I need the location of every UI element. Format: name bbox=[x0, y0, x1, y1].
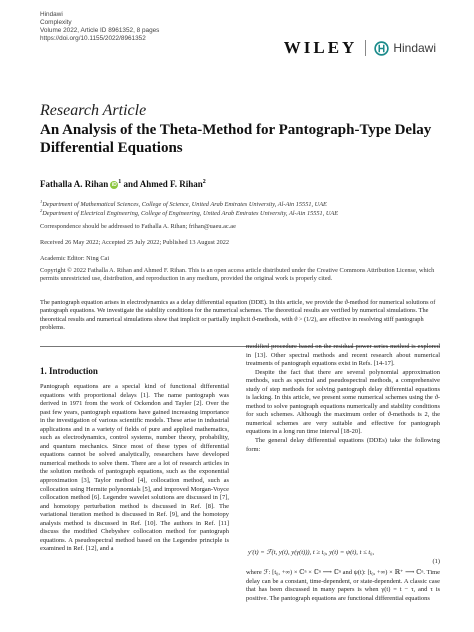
equation-1-number: (1) bbox=[432, 558, 440, 565]
copyright-notice: Copyright © 2022 Fathalla A. Rihan and Ahmed F. Rihan. This is an open access article distributed under the Creative Commons Attribution License, which permits unrestricted use, distribution, and reproduction in any medium, provided the original work is properly cited. bbox=[40, 267, 435, 283]
author-1-name: Fathalla A. Rihan bbox=[40, 179, 109, 189]
journal-publisher-name: Hindawi bbox=[40, 11, 63, 18]
wiley-logo: WILEY bbox=[283, 38, 358, 57]
author-2-affiliation-mark: 2 bbox=[202, 179, 206, 185]
correspondence: Correspondence should be addressed to Fathalla A. Rihan; frihan@uaeu.ac.ae bbox=[40, 223, 236, 230]
academic-editor: Academic Editor: Ning Cai bbox=[40, 255, 110, 262]
logo-divider bbox=[365, 40, 366, 56]
introduction-right-column-continued bbox=[246, 569, 440, 603]
article-type: Research Article bbox=[40, 102, 147, 119]
introduction-paragraph-2: modified procedure based on the residual power series method is explored in [13]. Other spectral methods and recent research about numerical treatments of pantograph equations exist in Refs. [14-17]. bbox=[246, 343, 440, 368]
journal-title: Complexity bbox=[40, 19, 72, 26]
author-conjunction: and bbox=[123, 179, 139, 189]
introduction-paragraph-4: The general delay differential equations (DDEs) take the following form: bbox=[246, 437, 440, 453]
affiliation-1-mark: 1 bbox=[40, 199, 43, 204]
hindawi-logo bbox=[374, 41, 436, 56]
author-1-affiliation-mark: 1 bbox=[118, 179, 122, 185]
affiliation-2-mark: 2 bbox=[40, 208, 43, 213]
affiliation-1-text: Department of Mathematical Sciences, College of Science, United Arab Emirates University, Al-Ain 15551, UAE bbox=[42, 201, 327, 209]
abstract: The pantograph equation arises in electrodynamics as a delay differential equation (DDE). In this article, we provide the ϑ-method for numerical solutions of pantograph equations. We investigate the stability conditions for the numerical schemes. The theoretical results are verified by numerical simulations. The theoretical results and numerical simulations show that implicit or partially implicit ϑ-methods, with ϑ > (1/2), are effective in resolving stiff pantograph problems. bbox=[40, 299, 436, 332]
section-heading-introduction: 1. Introduction bbox=[40, 366, 98, 376]
introduction-left-column bbox=[40, 383, 229, 554]
affiliation-2 bbox=[40, 208, 338, 217]
introduction-right-column bbox=[246, 343, 440, 454]
publication-dates: Received 26 May 2022; Accepted 25 July 2022; Published 13 August 2022 bbox=[40, 239, 230, 246]
introduction-paragraph-1: Pantograph equations are a special kind of functional differential equations with proportional delays [1]. The name pantograph was derived in 1971 from the work of Ockendon and Tayler [2]. Over the past few years, pantograph equations have gained increasing importance in the investigation of various scientific models. These arise in industrial applications and in a variety of fields of pure and applied mathematics, such as electrodynamics, control systems, number theory, probability, and quantum mechanics. Since most of these types of differential equations cannot be solved analytically, researchers have developed numerical methods to solve them. There are a lot of research articles in the solution methods of pantograph equations, such as the exponential approximation [3], Taylor method [4], collocation method, such as collocation using Hermite polynomials [5], and improved Morgan-Voyce collocation method [6]. Legendre wavelet solutions are discussed in [7], and homotopy perturbation method is discussed in Ref. [8]. The variational iteration method is discussed in Ref. [9], and the homotopy analysis method is discussed in Ref. [10]. The authors in Ref. [11] discuss the modified Chebyshev collocation method for pantograph equations. A pseudospectral method based on the Legendre principle is examined in Ref. [12], and a bbox=[40, 383, 229, 553]
affiliation-2-text: Department of Electrical Engineering, College of Engineering, United Arab Emirates University, Al-Ain 15551, UAE bbox=[42, 210, 339, 218]
author-2-name: Ahmed F. Rihan bbox=[139, 179, 203, 189]
hindawi-icon bbox=[374, 41, 389, 56]
orcid-icon[interactable]: iD bbox=[111, 182, 117, 188]
introduction-paragraph-5: where ℱ: [t₀, +∞) × ℂⁿ × ℂⁿ ⟶ ℂⁿ and ψ(t): [t₀, +∞) × ℝ⁺ ⟶ ℂⁿ. Time delay can be a constant, time-dependent, or state-dependent. A classic case that has been discussed in many papers is when γ(t) = t − τ, and τ is positive. The pantograph equations are functional differential equations bbox=[246, 569, 440, 602]
equation-1-body: y′(t) = ℱ(t, y(t), y(γ(t))), t ≥ t₀, y(t) = ψ(t), t ≤ t₀, bbox=[248, 549, 375, 556]
hindawi-wordmark: Hindawi bbox=[393, 41, 436, 55]
publisher-logos bbox=[284, 38, 436, 58]
journal-metadata bbox=[40, 11, 159, 43]
doi-link[interactable]: https://doi.org/10.1155/2022/8961352 bbox=[40, 35, 146, 42]
author-line bbox=[40, 179, 206, 189]
introduction-paragraph-3: Despite the fact that there are several polynomial approximation methods, such as spectral and pseudospectral methods, a comprehensive study of step methods for solving pantograph delay differential equations is lacking. In this article, we present some numerical schemes using the ϑ-method to solve pantograph equations numerically and stability conditions for such schemes. Although the maximum order of ϑ-methods is 2, the numerical schemes are very suitable and effective for pantograph equations in a long run time interval [18-20]. bbox=[246, 368, 440, 436]
affiliation-1 bbox=[40, 199, 327, 208]
article-title: An Analysis of the Theta-Method for Pantograph-Type Delay Differential Equations bbox=[40, 122, 432, 156]
volume-line: Volume 2022, Article ID 8961352, 8 pages bbox=[40, 27, 160, 34]
